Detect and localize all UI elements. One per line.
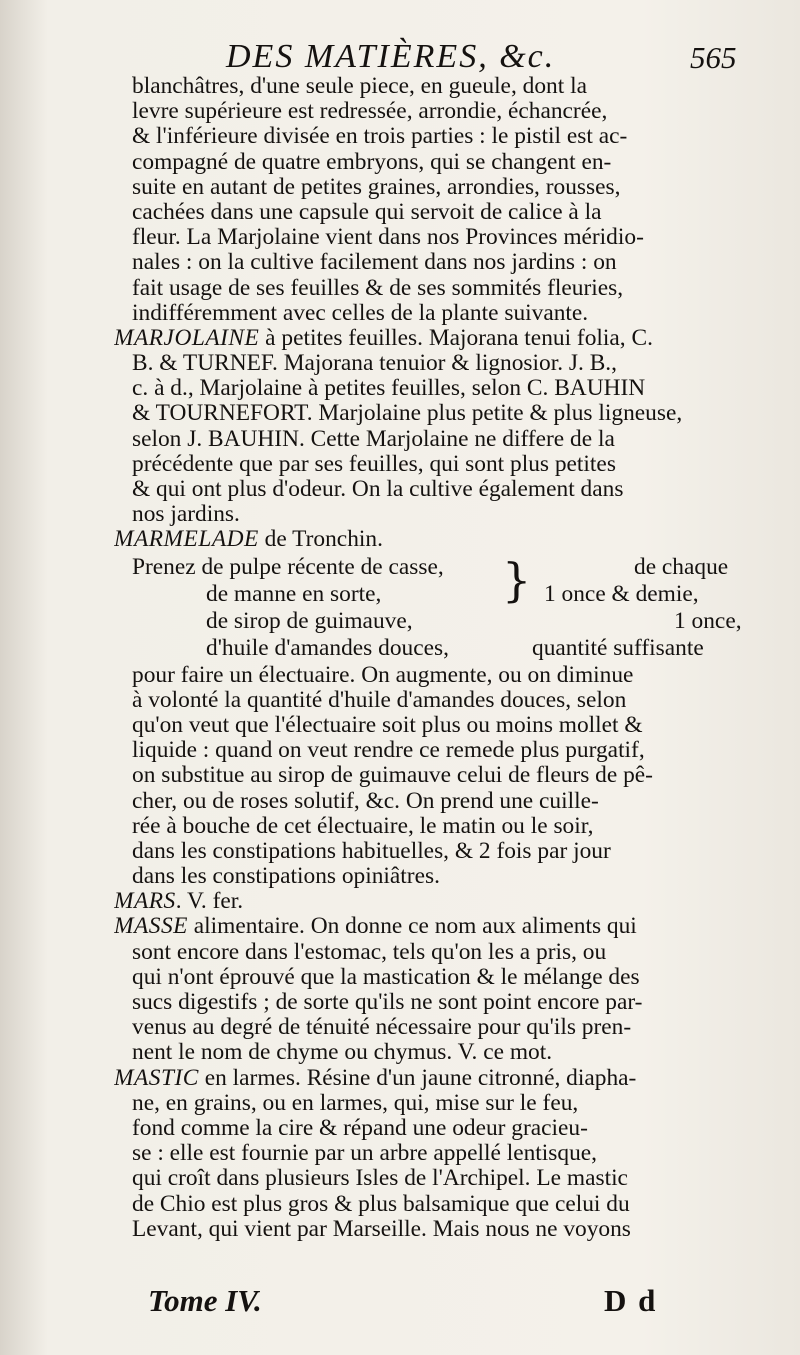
line-text: sucs digestifs ; de sorte qu'ils ne sont point encore par- xyxy=(132,990,643,1015)
recipe-formula xyxy=(114,553,754,663)
text-line xyxy=(114,124,754,149)
line-text: levre supérieure est redressée, arrondie, échancrée, xyxy=(132,99,608,125)
entry-label: MASSE xyxy=(114,914,188,940)
line-text: B. & TURNEF. Majorana tenuior & lignosior. J. B., xyxy=(132,351,617,377)
line-text: dans les constipations habituelles, & 2 fois par jour xyxy=(132,838,611,864)
line-text: de Chio est plus gros & plus balsamique que celui du xyxy=(132,1191,630,1217)
text-line xyxy=(114,814,754,839)
line-text: qui n'ont éprouvé que la mastication & le mélange des xyxy=(132,964,640,990)
text-line xyxy=(114,301,754,326)
line-text: à petites feuilles. Majorana tenui folia, C. xyxy=(259,325,653,351)
formula-dose: 1 once, xyxy=(674,607,742,634)
footer-signature-tome: Tome IV. xyxy=(148,1283,262,1318)
line-text: nales : on la cultive facilement dans nos jardins : on xyxy=(132,250,617,276)
text-line xyxy=(114,427,754,452)
formula-ingredient: de sirop de guimauve, xyxy=(206,607,413,634)
entry-heading-line xyxy=(114,914,754,939)
text-line xyxy=(114,351,754,376)
line-text: à volonté la quantité d'huile d'amandes douces, selon xyxy=(132,687,627,713)
text-line xyxy=(114,789,754,814)
text-line xyxy=(114,452,754,477)
line-text: liquide : quand on veut rendre ce remede plus purgatif, xyxy=(132,738,645,764)
entry-label: MARMELADE xyxy=(114,527,259,553)
line-text: rée à bouche de cet électuaire, le matin ou le soir, xyxy=(132,813,594,839)
formula-ingredient: de manne en sorte, xyxy=(206,580,382,607)
running-head: DES MATIÈRES, &c. xyxy=(226,38,556,75)
text-line xyxy=(114,940,754,965)
line-text: cachées dans une capsule qui servoit de calice à la xyxy=(132,199,602,225)
line-text: Levant, qui vient par Marseille. Mais nous ne voyons xyxy=(132,1216,631,1242)
text-line xyxy=(114,713,754,738)
line-text: alimentaire. On donne ce nom aux aliments qui xyxy=(187,914,637,940)
line-text: blanchâtres, d'une seule piece, en gueule, dont la xyxy=(132,74,587,99)
text-block-after-formula xyxy=(114,663,754,1242)
formula-ingredient: d'huile d'amandes douces, xyxy=(206,634,449,661)
text-line xyxy=(114,276,754,301)
line-text: . V. fer. xyxy=(175,889,244,915)
line-text: se : elle est fournie par un arbre appellé lentisque, xyxy=(132,1141,598,1167)
line-text: précédente que par ses feuilles, qui sont plus petites xyxy=(132,451,616,477)
text-line xyxy=(114,74,754,99)
text-line xyxy=(114,1040,754,1065)
formula-dose: quantité suffisante xyxy=(532,634,704,661)
line-text: nent le nom de chyme ou chymus. V. ce mot. xyxy=(132,1040,553,1066)
line-text: & TOURNEFORT. Marjolaine plus petite & plus ligneuse, xyxy=(132,401,683,427)
line-text: qu'on veut que l'électuaire soit plus ou moins mollet & xyxy=(132,712,643,738)
text-line xyxy=(114,1166,754,1191)
text-line xyxy=(114,1116,754,1141)
entry-heading-line xyxy=(114,889,754,914)
text-line xyxy=(114,200,754,225)
entry-heading-line xyxy=(114,326,754,351)
text-line xyxy=(114,1091,754,1116)
entry-label: MASTIC xyxy=(114,1065,199,1091)
line-text: pour faire un électuaire. On augmente, ou on diminue xyxy=(132,662,634,688)
page-number: 565 xyxy=(690,40,737,75)
formula-dose: de chaque xyxy=(634,553,729,580)
page-body xyxy=(114,74,754,1242)
line-text: suite en autant de petites graines, arrondies, rousses, xyxy=(132,174,621,200)
line-text: de Tronchin. xyxy=(258,527,383,553)
text-line xyxy=(114,663,754,688)
text-line xyxy=(114,738,754,763)
line-text: venus au degré de ténuité nécessaire pour qu'ils pren- xyxy=(132,1015,632,1041)
entry-heading-line xyxy=(114,527,754,552)
text-line xyxy=(114,175,754,200)
text-line xyxy=(114,1217,754,1242)
text-line xyxy=(114,864,754,889)
grouping-brace: } xyxy=(502,552,532,607)
line-text: c. à d., Marjolaine à petites feuilles, selon C. BAUHIN xyxy=(132,376,646,402)
line-text: qui croît dans plusieurs Isles de l'Archipel. Le mastic xyxy=(132,1166,628,1192)
entry-heading-line xyxy=(114,1066,754,1091)
entry-label: MARS xyxy=(114,889,176,915)
line-text: dans les constipations opiniâtres. xyxy=(132,864,440,890)
text-line xyxy=(114,250,754,275)
line-text: indifféremment avec celles de la plante suivante. xyxy=(132,300,589,326)
line-text: compagné de quatre embryons, qui se changent en- xyxy=(132,149,612,175)
line-text: fleur. La Marjolaine vient dans nos Provinces méridio- xyxy=(132,225,644,251)
entry-label: MARJOLAINE xyxy=(114,325,260,351)
text-line xyxy=(114,225,754,250)
text-line xyxy=(114,99,754,124)
line-text: fond comme la cire & répand une odeur gracieu- xyxy=(132,1115,588,1141)
line-text: on substitue au sirop de guimauve celui de fleurs de pê- xyxy=(132,763,653,789)
text-block-before-formula xyxy=(114,74,754,553)
formula-ingredient: Prenez de pulpe récente de casse, xyxy=(132,553,444,580)
text-line xyxy=(114,1015,754,1040)
text-line xyxy=(114,401,754,426)
text-line xyxy=(114,839,754,864)
text-line xyxy=(114,990,754,1015)
text-line xyxy=(114,688,754,713)
line-text: selon J. BAUHIN. Cette Marjolaine ne differe de la xyxy=(132,426,615,452)
formula-dose: 1 once & demie, xyxy=(544,580,699,607)
line-text: en larmes. Résine d'un jaune citronné, diapha- xyxy=(198,1065,637,1091)
text-line xyxy=(114,150,754,175)
line-text: & l'inférieure divisée en trois parties : le pistil est ac- xyxy=(132,124,628,150)
text-line xyxy=(114,376,754,401)
text-line xyxy=(114,763,754,788)
footer-signature-mark: D d xyxy=(604,1283,658,1318)
line-text: sont encore dans l'estomac, tels qu'on les a pris, ou xyxy=(132,939,607,965)
line-text: ne, en grains, ou en larmes, qui, mise sur le feu, xyxy=(132,1090,579,1116)
line-text: fait usage de ses feuilles & de ses sommités fleuries, xyxy=(132,275,624,301)
line-text: cher, ou de roses solutif, &c. On prend une cuille- xyxy=(132,788,599,814)
text-line xyxy=(114,477,754,502)
text-line xyxy=(114,965,754,990)
text-line xyxy=(114,1141,754,1166)
text-line xyxy=(114,1192,754,1217)
text-line xyxy=(114,502,754,527)
line-text: nos jardins. xyxy=(132,502,240,528)
line-text: & qui ont plus d'odeur. On la cultive également dans xyxy=(132,477,624,502)
